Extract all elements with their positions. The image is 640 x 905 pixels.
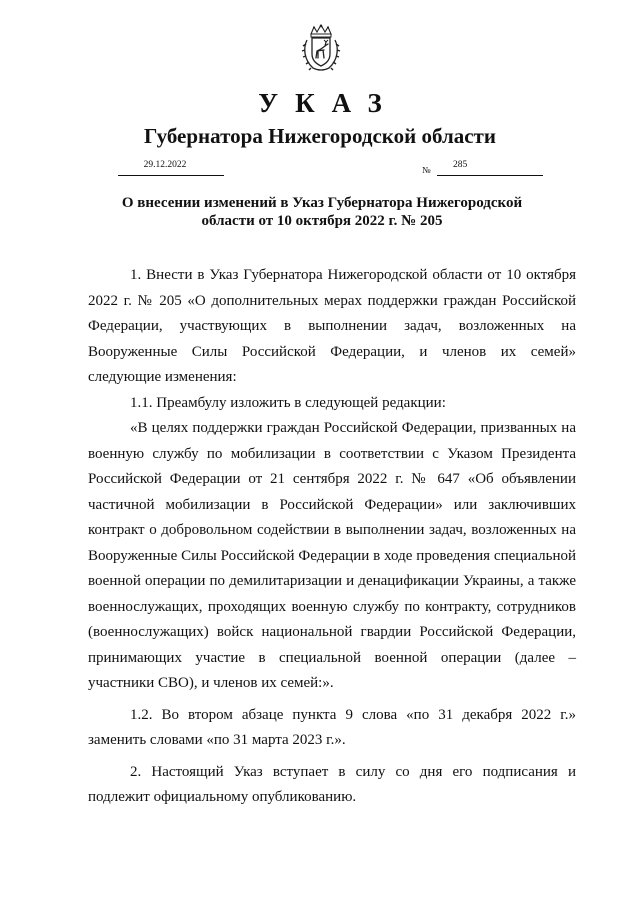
subject-line: области от 10 октября 2022 г. № 205: [201, 213, 443, 229]
date-field: [118, 159, 224, 176]
number-value: 285: [453, 160, 468, 170]
number-field: [437, 159, 543, 176]
issuer-title: Губернатора Нижегородской области: [144, 124, 496, 148]
paragraph: 1. Внести в Указ Губернатора Нижегородской области от 10 октября 2022 г. № 205 «О дополнительных мерах поддержки граждан Российской Федерации, участвующих в выполнении задач, возложенных на Вооруженные Силы Российской Федерации, и членов их семей» следующие изменения:: [88, 267, 576, 385]
document-subject: [80, 194, 564, 230]
paragraph: 2. Настоящий Указ вступает в силу со дня его подписания и подлежит официальному опубликованию.: [88, 763, 576, 805]
coat-of-arms-icon: [301, 24, 341, 72]
paragraph: 1.1. Преамбулу изложить в следующей редакции:: [130, 394, 446, 411]
paragraph: 1.2. Во втором абзаце пункта 9 слова «по 31 декабря 2022 г.» заменить словами «по 31 марта 2023 г.».: [88, 706, 576, 748]
paragraph: «В целях поддержки граждан Российской Федерации, призванных на военную службу по мобилизации в соответствии с Указом Президента Российской Федерации от 21 сентября 2022 г. № 647 «Об объявлении частичной мобилизации в Российской Федерации» или заключивших контракт о добровольном содействии в выполнении задач, возложенных на Вооруженные Силы Российской Федерации в ходе проведения специальной военной операции по демилитаризации и денацификации Украины, а также военнослужащих, проходящих военную службу по контракту, сотрудников (военнослужащих) войск национальной гвардии Российской Федерации, принимающих участие в специальной военной операции (далее – участники СВО), и членов их семей:».: [88, 420, 576, 691]
number-label: №: [422, 165, 431, 175]
subject-line: О внесении изменений в Указ Губернатора Нижегородской: [121, 195, 523, 211]
document-body: [88, 263, 576, 811]
date-value: 29.12.2022: [143, 160, 187, 170]
document-type-title: УКАЗ: [258, 88, 399, 118]
